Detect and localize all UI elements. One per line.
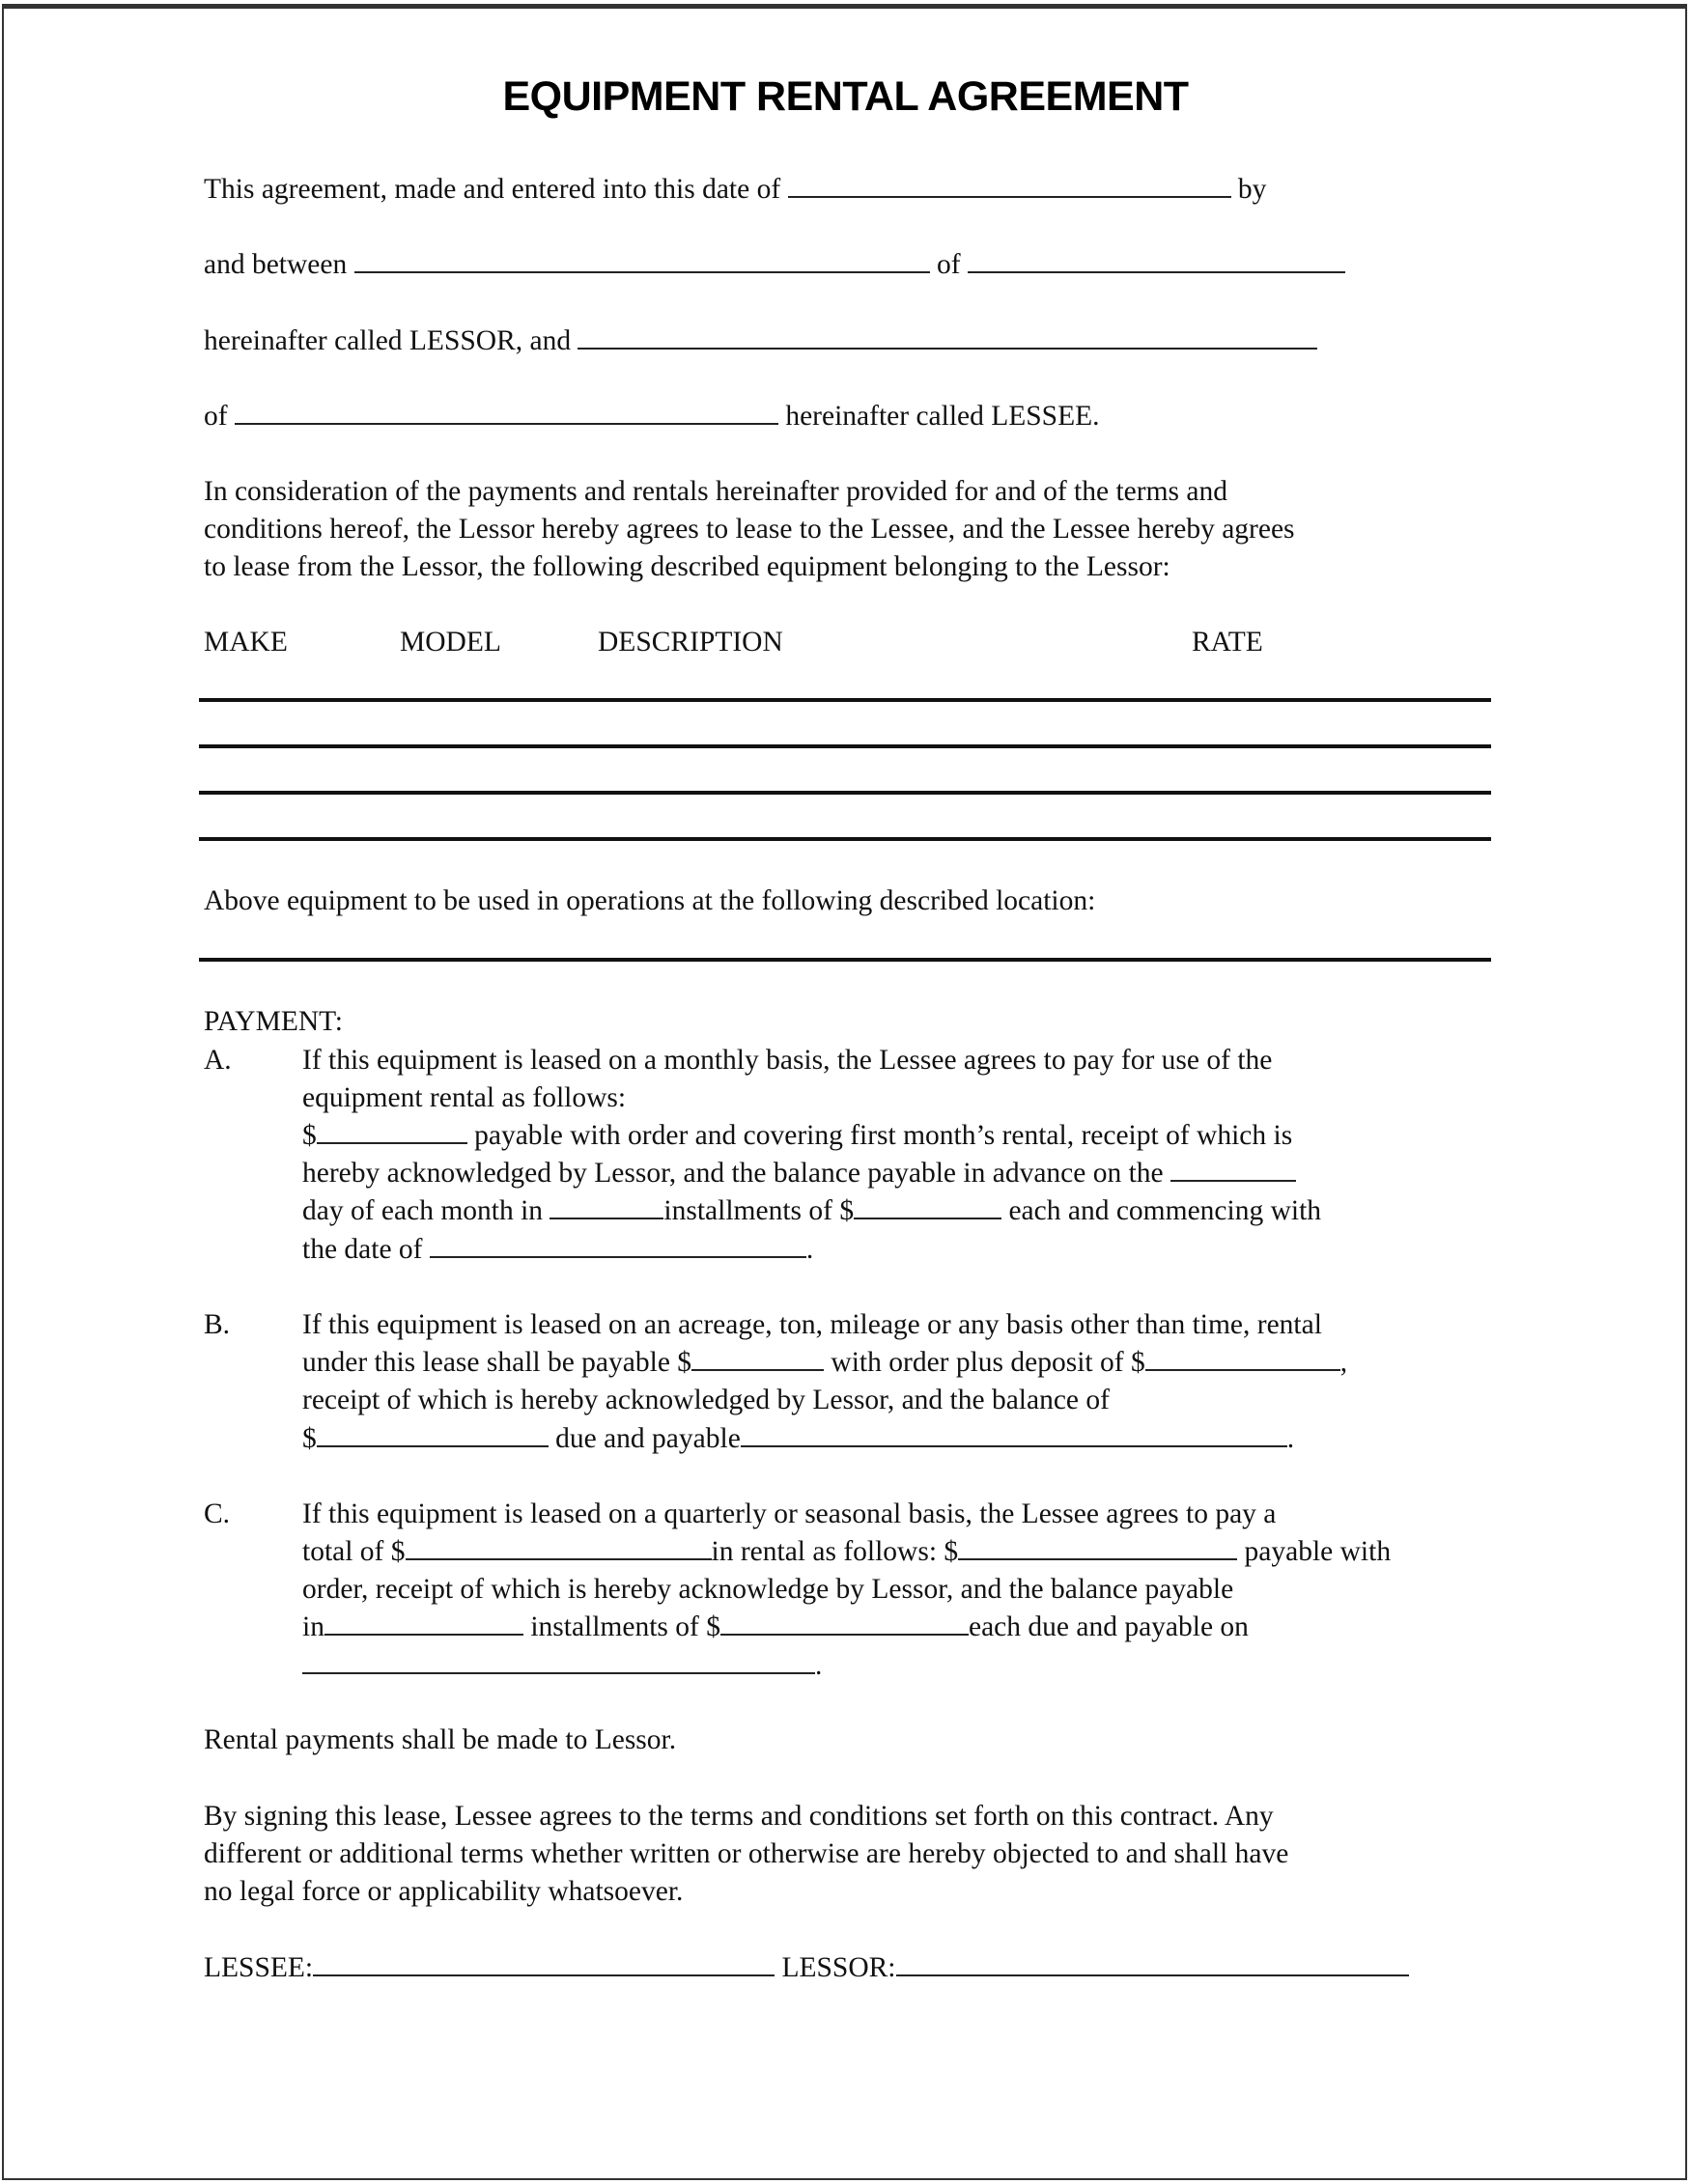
order-amount-field[interactable]	[691, 1344, 824, 1371]
clause-c-label: C.	[204, 1498, 231, 1529]
intro-line-2	[204, 245, 1345, 284]
text: payable with order and covering first month’s rental, receipt of which is	[466, 1120, 1293, 1151]
signing-line: different or additional terms whether written or otherwise are hereby objected to and shall have	[204, 1838, 1289, 1869]
document-title: EQUIPMENT RENTAL AGREEMENT	[502, 73, 1189, 120]
text: This agreement, made and entered into this date of	[204, 174, 781, 205]
text: hereinafter called LESSEE.	[785, 401, 1100, 432]
lessor-label: LESSOR:	[775, 1952, 896, 1983]
clause-b-line: If this equipment is leased on an acreage, ton, mileage or any basis other than time, rental	[302, 1309, 1322, 1340]
installment-amount-field[interactable]	[854, 1192, 1001, 1219]
balance-amount-field[interactable]	[317, 1420, 549, 1447]
intro-line-1	[204, 170, 1266, 209]
lessor-signature-field[interactable]	[896, 1949, 1409, 1976]
rental-payments-text: Rental payments shall be made to Lessor.	[204, 1724, 677, 1755]
clause-c-line	[302, 1646, 822, 1685]
commencing-date-field[interactable]	[430, 1231, 806, 1258]
installment-count-field[interactable]	[550, 1192, 663, 1219]
text: of	[204, 401, 228, 432]
equipment-row-line[interactable]	[199, 791, 1491, 795]
intro-line-3	[204, 322, 1317, 360]
text: by	[1237, 174, 1267, 205]
text: payable with	[1237, 1536, 1392, 1567]
text: ,	[1339, 1347, 1348, 1378]
clause-a-line: equipment rental as follows:	[302, 1082, 627, 1113]
lessor-address-field[interactable]	[968, 246, 1345, 273]
clause-c-line: order, receipt of which is hereby acknowledge by Lessor, and the balance payable	[302, 1574, 1234, 1605]
total-amount-field[interactable]	[406, 1533, 712, 1560]
clause-a-line	[302, 1230, 813, 1269]
clause-a-line	[302, 1191, 1321, 1230]
payment-heading: PAYMENT:	[204, 1006, 343, 1037]
first-month-amount-field[interactable]	[317, 1117, 467, 1144]
text: .	[815, 1650, 823, 1681]
text: each and commencing with	[1001, 1195, 1322, 1226]
signing-line: no legal force or applicability whatsoever.	[204, 1876, 684, 1907]
location-text: Above equipment to be used in operations at the following described location:	[204, 885, 1096, 916]
text: and between	[204, 249, 348, 280]
text: the date of	[302, 1234, 430, 1265]
text: hereby acknowledged by Lessor, and the balance payable in advance on the	[302, 1158, 1171, 1189]
clause-b-line: receipt of which is hereby acknowledged by Lessor, and the balance of	[302, 1385, 1110, 1415]
text: installments of $	[663, 1195, 855, 1226]
equipment-row-line[interactable]	[199, 837, 1491, 841]
text: total of $	[302, 1536, 406, 1567]
equipment-row-line[interactable]	[199, 744, 1491, 748]
clause-c-line: If this equipment is leased on a quarterly or seasonal basis, the Lessee agrees to pay a	[302, 1498, 1277, 1529]
clause-a-line	[302, 1116, 1292, 1155]
clause-b-line	[302, 1419, 1294, 1458]
consideration-line: conditions hereof, the Lessor hereby agrees to lease to the Lessee, and the Lessee hereby agrees	[204, 514, 1295, 545]
text: under this lease shall be payable $	[302, 1347, 692, 1378]
consideration-line: In consideration of the payments and rentals hereinafter provided for and of the terms and	[204, 476, 1227, 507]
clause-a-line: If this equipment is leased on a monthly basis, the Lessee agrees to pay for use of the	[302, 1045, 1273, 1076]
text: due and payable	[548, 1423, 741, 1454]
clause-a-line	[302, 1154, 1296, 1192]
clause-c-line	[302, 1532, 1391, 1571]
equipment-row-line[interactable]	[199, 698, 1491, 702]
signature-line	[204, 1948, 1409, 1987]
signing-line: By signing this lease, Lessee agrees to the terms and conditions set forth on this contract. Any	[204, 1801, 1274, 1832]
lessee-signature-field[interactable]	[313, 1949, 775, 1976]
payment-day-field[interactable]	[1170, 1155, 1296, 1182]
deposit-amount-field[interactable]	[1145, 1344, 1340, 1371]
text: in	[302, 1611, 324, 1642]
balance-due-field[interactable]	[741, 1420, 1287, 1447]
text: in rental as follows: $	[711, 1536, 959, 1567]
text: day of each month in	[302, 1195, 550, 1226]
installment-count-field[interactable]	[324, 1609, 523, 1636]
text: hereinafter called LESSOR, and	[204, 325, 572, 356]
lessee-label: LESSEE:	[204, 1952, 314, 1983]
text: each due and payable on	[968, 1611, 1249, 1642]
location-line[interactable]	[199, 958, 1491, 962]
column-model: MODEL	[400, 627, 501, 658]
due-date-field[interactable]	[302, 1647, 815, 1674]
clause-c-line	[302, 1608, 1249, 1646]
text: with order plus deposit of $	[824, 1347, 1145, 1378]
column-make: MAKE	[204, 627, 288, 658]
text: .	[1286, 1423, 1295, 1454]
column-rate: RATE	[1192, 627, 1263, 658]
lessor-name-field[interactable]	[354, 246, 930, 273]
order-payment-field[interactable]	[958, 1533, 1237, 1560]
clause-b-line	[302, 1343, 1347, 1382]
column-description: DESCRIPTION	[598, 627, 783, 658]
lessee-name-field[interactable]	[578, 322, 1317, 350]
intro-line-4	[204, 397, 1100, 435]
lessee-address-field[interactable]	[235, 398, 778, 425]
clause-b-label: B.	[204, 1309, 231, 1340]
text: $	[302, 1120, 317, 1151]
text: $	[302, 1423, 317, 1454]
installment-amount-field[interactable]	[720, 1609, 969, 1636]
clause-a-label: A.	[204, 1045, 232, 1076]
date-field[interactable]	[788, 171, 1231, 198]
text: installments of $	[522, 1611, 720, 1642]
text: of	[937, 249, 961, 280]
text: .	[805, 1234, 814, 1265]
consideration-line: to lease from the Lessor, the following described equipment belonging to the Lessor:	[204, 551, 1170, 582]
